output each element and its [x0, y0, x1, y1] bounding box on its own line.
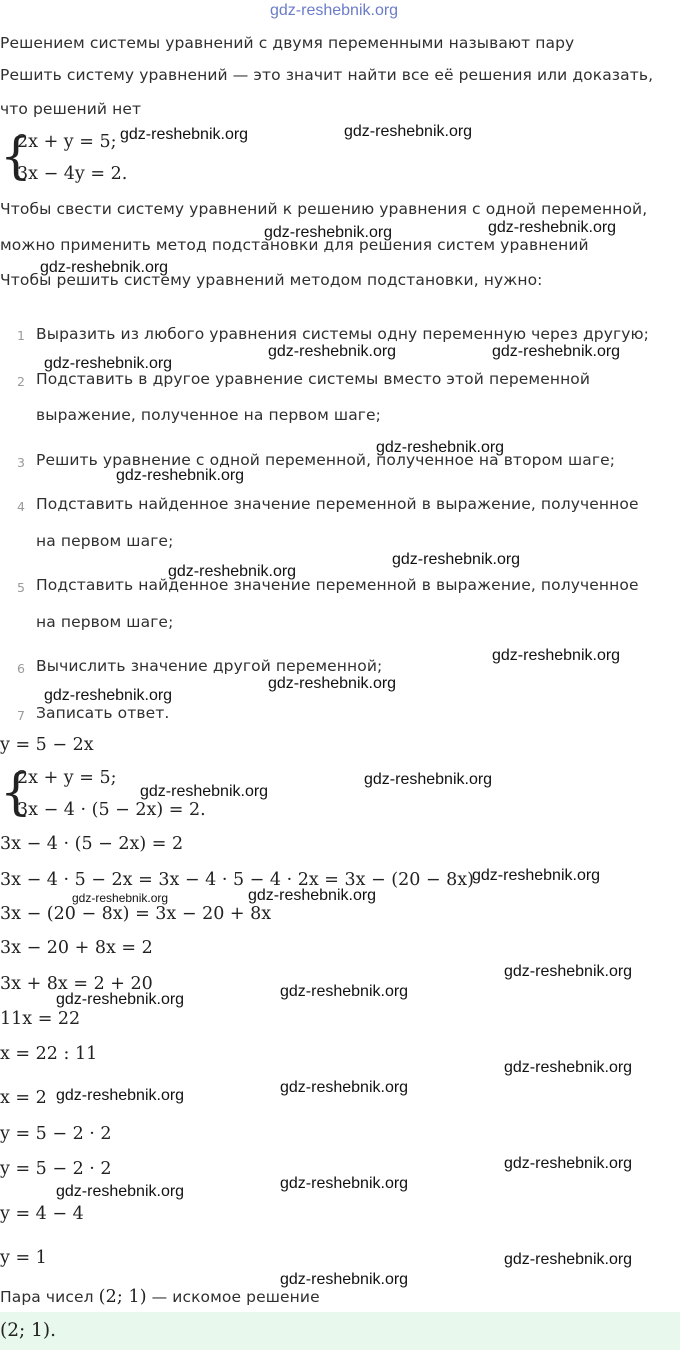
watermark-top: gdz-reshebnik.org	[270, 2, 399, 19]
step-number: 2	[17, 374, 25, 389]
watermark: gdz-reshebnik.org	[504, 963, 633, 980]
step-text-continued: на первом шаге;	[36, 613, 174, 631]
watermark: gdz-reshebnik.org	[280, 983, 409, 1000]
step-text: Подставить найденное значение переменной в выражение, полученное	[36, 576, 639, 594]
solution-line: x = 2	[0, 1088, 47, 1108]
watermark: gdz-reshebnik.org	[492, 343, 621, 360]
watermark: gdz-reshebnik.org	[392, 551, 521, 568]
solution-line: y = 5 − 2x	[0, 735, 94, 755]
solution-system-eq2: 3x − 4 · (5 − 2x) = 2.	[17, 800, 206, 820]
solution-line: 3x + 8x = 2 + 20	[0, 974, 153, 994]
solution-line: y = 5 − 2 · 2	[0, 1124, 112, 1144]
watermark: gdz-reshebnik.org	[44, 355, 173, 372]
watermark: gdz-reshebnik.org	[120, 126, 249, 143]
watermark: gdz-reshebnik.org	[72, 891, 169, 905]
intro-line-1: Решением системы уравнений с двумя переменными называют пару	[0, 34, 575, 52]
conclusion	[0, 1287, 320, 1307]
watermark: gdz-reshebnik.org	[280, 1079, 409, 1096]
watermark: gdz-reshebnik.org	[268, 343, 397, 360]
solution-line: 3x − (20 − 8x) = 3x − 20 + 8x	[0, 904, 272, 924]
solution-line: y = 5 − 2 · 2	[0, 1159, 112, 1179]
solution-system-eq1: 2x + y = 5;	[17, 768, 117, 788]
intro-line-2: Решить систему уравнений — это значит найти все её решения или доказать,	[0, 66, 654, 84]
watermark: gdz-reshebnik.org	[280, 1175, 409, 1192]
step-text: Выразить из любого уравнения системы одну переменную через другую;	[36, 325, 649, 343]
solution-line: 3x − 4 · 5 − 2x = 3x − 4 · 5 − 4 · 2x = 3x − (20 − 8x)	[0, 870, 474, 890]
solution-line: 3x − 20 + 8x = 2	[0, 938, 153, 958]
step-number: 5	[17, 580, 25, 595]
solution-line: y = 1	[0, 1248, 47, 1268]
conclusion-suffix: — искомое решение	[151, 1288, 320, 1306]
conclusion-pair: (2; 1)	[98, 1287, 147, 1307]
system-brace: {	[0, 763, 32, 821]
step-text: Вычислить значение другой переменной;	[36, 657, 383, 675]
system1-eq1: 2x + y = 5;	[17, 132, 117, 152]
watermark: gdz-reshebnik.org	[168, 563, 297, 580]
step-number: 4	[17, 499, 25, 514]
answer-box	[0, 1312, 680, 1350]
step-number: 1	[17, 328, 25, 343]
watermark: gdz-reshebnik.org	[504, 1251, 633, 1268]
watermark: gdz-reshebnik.org	[116, 467, 245, 484]
conclusion-prefix: Пара чисел	[0, 1288, 94, 1306]
watermark: gdz-reshebnik.org	[504, 1059, 633, 1076]
step-text: Подставить в другое уравнение системы вместо этой переменной	[36, 370, 591, 388]
watermark: gdz-reshebnik.org	[376, 439, 505, 456]
step-text-continued: выражение, полученное на первом шаге;	[36, 406, 382, 424]
step-number: 7	[17, 708, 25, 723]
solution-line: 11x = 22	[0, 1009, 81, 1029]
watermark: gdz-reshebnik.org	[504, 1155, 633, 1172]
method-line-3: Чтобы решить систему уравнений методом подстановки, нужно:	[0, 271, 543, 289]
watermark: gdz-reshebnik.org	[364, 771, 493, 788]
watermark: gdz-reshebnik.org	[140, 783, 269, 800]
step-text: Решить уравнение с одной переменной, полученное на втором шаге;	[36, 451, 616, 469]
watermark: gdz-reshebnik.org	[492, 647, 621, 664]
watermark: gdz-reshebnik.org	[44, 687, 173, 704]
watermark: gdz-reshebnik.org	[40, 259, 169, 276]
method-line-1: Чтобы свести систему уравнений к решению уравнения с одной переменной,	[0, 200, 648, 218]
watermark: gdz-reshebnik.org	[268, 675, 397, 692]
method-line-2: можно применить метод подстановки для решения систем уравнений	[0, 236, 589, 254]
step-number: 3	[17, 455, 25, 470]
answer-value: (2; 1).	[0, 1320, 56, 1341]
system1-eq2: 3x − 4y = 2.	[17, 164, 128, 184]
watermark: gdz-reshebnik.org	[264, 224, 393, 241]
step-text: Записать ответ.	[36, 704, 170, 722]
step-text: Подставить найденное значение переменной в выражение, полученное	[36, 495, 639, 513]
watermark: gdz-reshebnik.org	[56, 1087, 185, 1104]
intro-line-3: что решений нет	[0, 100, 142, 118]
solution-line: x = 22 : 11	[0, 1044, 98, 1064]
watermark: gdz-reshebnik.org	[56, 991, 185, 1008]
watermark: gdz-reshebnik.org	[248, 887, 377, 904]
step-text-continued: на первом шаге;	[36, 532, 174, 550]
step-number: 6	[17, 661, 25, 676]
watermark: gdz-reshebnik.org	[280, 1271, 409, 1288]
watermark: gdz-reshebnik.org	[344, 123, 473, 140]
solution-line: y = 4 − 4	[0, 1204, 84, 1224]
watermark: gdz-reshebnik.org	[488, 219, 617, 236]
system-brace: {	[0, 127, 32, 185]
solution-line: 3x − 4 · (5 − 2x) = 2	[0, 834, 184, 854]
watermark: gdz-reshebnik.org	[56, 1183, 185, 1200]
watermark: gdz-reshebnik.org	[472, 867, 601, 884]
